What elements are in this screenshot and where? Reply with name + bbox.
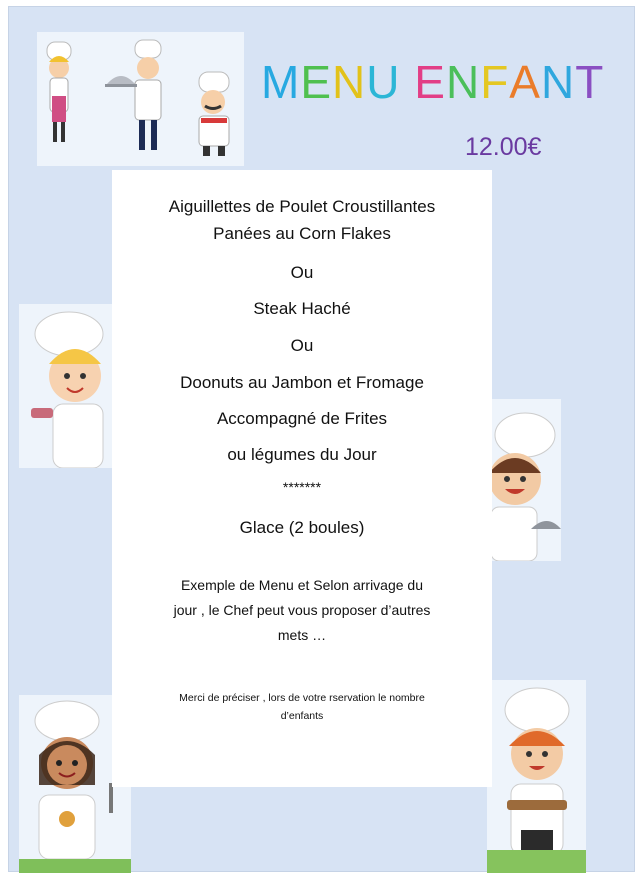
note-line2: jour , le Chef peut vous proposer d’autres (173, 602, 431, 618)
title-letter: U (366, 56, 401, 108)
dish2: Steak Haché (253, 299, 351, 318)
or-text-2: Ou (290, 336, 314, 355)
title-letter: A (509, 56, 541, 108)
menu-title (261, 56, 605, 108)
kid-chef-right-illustration (481, 399, 561, 561)
title-letter: F (480, 56, 510, 108)
dish1-line2: Panées au Corn Flakes (213, 224, 391, 243)
note-line3: mets … (277, 627, 327, 643)
chef-mustache-figure (199, 72, 229, 156)
footer-line1: Merci de préciser , lors de votre rservation le nombre (179, 692, 425, 704)
footer-line2: d’enfants (280, 710, 324, 722)
chefs-illustration (37, 32, 244, 166)
menu-price: 12.00€ (465, 133, 542, 161)
chef-cloche-figure (105, 40, 161, 150)
kid-chef-left-illustration (19, 304, 113, 468)
title-letter: N (540, 56, 576, 108)
side-line2: ou légumes du Jour (227, 445, 377, 464)
side-line1: Accompagné de Frites (216, 409, 388, 428)
note-line1: Exemple de Menu et Selon arrivage du (180, 577, 424, 593)
menu-page (8, 6, 635, 872)
title-letter: N (445, 56, 481, 108)
or-text-1: Ou (290, 263, 314, 282)
chef-woman-figure (47, 42, 71, 142)
title-letter: N (332, 56, 367, 108)
dish3: Doonuts au Jambon et Fromage (180, 373, 424, 392)
title-letter: M (261, 56, 301, 108)
title-letter: E (300, 56, 333, 108)
separator: ******* (282, 479, 322, 495)
title-letter: T (575, 56, 605, 108)
menu-card (112, 170, 492, 787)
dish1-line1: Aiguillettes de Poulet Croustillantes (168, 197, 436, 216)
title-letter: E (414, 56, 446, 108)
title-letter (400, 59, 414, 105)
boy-chef-illustration (487, 680, 586, 873)
dessert: Glace (2 boules) (239, 518, 365, 537)
